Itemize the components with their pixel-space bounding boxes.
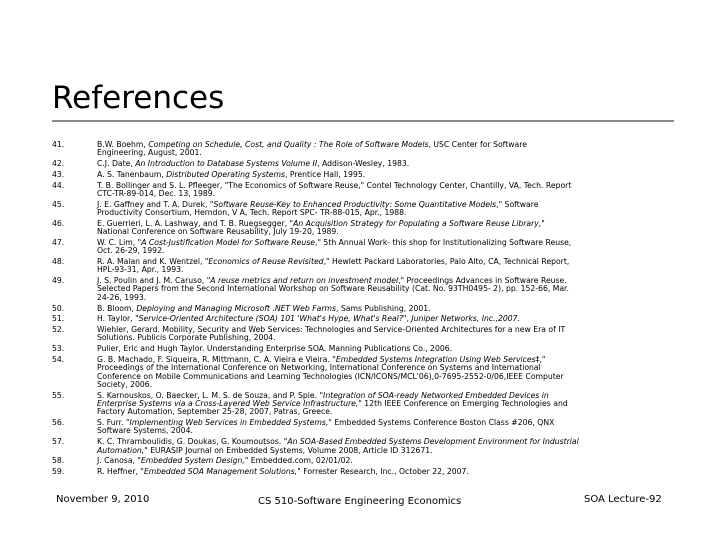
reference-text-segment: " 12th IEEE Conference on Emerging Technologies and Factory Automation, September 25-28, 2007, Patras, Greece. xyxy=(97,399,568,417)
reference-text xyxy=(97,304,431,313)
reference-title-italic: Embedded SOA Management Solutions, xyxy=(143,467,298,477)
reference-text-segment: " Forrester Research, Inc., October 22, 2007. xyxy=(297,467,469,477)
reference-number: 44. xyxy=(52,180,65,190)
reference-text-segment: " Embedded.com, 02/01/02. xyxy=(244,456,353,466)
reference-text xyxy=(97,170,365,179)
reference-item xyxy=(52,182,674,199)
reference-item xyxy=(52,239,674,256)
reference-text-segment: , Addison-Wesley, 1983. xyxy=(317,159,410,169)
reference-title-italic: Service-Oriented Architecture (SOA) 101 'What's Hype, What's Real? xyxy=(138,314,403,324)
reference-number: 46. xyxy=(52,218,65,228)
reference-number: 58. xyxy=(52,456,65,466)
reference-text-segment: H. Taylor, " xyxy=(97,314,139,324)
reference-title-italic: An Acquisition Strategy for Populating a Software Reuse Library xyxy=(293,218,539,228)
reference-number: 43. xyxy=(52,169,65,179)
reference-text-segment: B. Bloom, xyxy=(97,303,137,313)
reference-item xyxy=(52,326,674,343)
reference-number: 53. xyxy=(52,344,65,354)
reference-title-italic: Deploying and Managing Microsoft .NET Web Farms xyxy=(136,303,337,313)
reference-text-segment: W. C. Lim, " xyxy=(97,237,142,247)
reference-title-italic: Distributed Operating Systems xyxy=(166,169,285,179)
reference-text xyxy=(97,257,569,274)
reference-item xyxy=(52,258,674,275)
reference-text-segment: , USC Center for Software Engineering, August, 2001. xyxy=(97,140,527,158)
reference-item xyxy=(52,438,674,455)
reference-text-segment: S. Karnouskos, O. Baecker, L. M. S. de Souza, and P. Spie. " xyxy=(97,390,324,400)
reference-text xyxy=(97,467,469,476)
reference-item xyxy=(52,141,674,158)
reference-text-segment: Wiehler, Gerard. Mobility, Security and Web Services: Technologies and Service-Oriented Architectures for a new Era of IT Solutions. Publicis Corporate Publishing, 2004. xyxy=(97,325,566,343)
reference-text-segment: , Prentice Hall, 1995. xyxy=(284,169,366,179)
reference-text xyxy=(97,140,527,157)
reference-text-segment: Pulier, Eric and Hugh Taylor. Understanding Enterprise SOA. Manning Publications Co., 2006. xyxy=(97,344,453,354)
reference-item xyxy=(52,160,674,168)
reference-number: 56. xyxy=(52,418,65,428)
reference-title-italic: Competing on Schedule, Cost, and Quality : The Role of Software Models xyxy=(148,140,429,149)
reference-number: 49. xyxy=(52,276,65,286)
reference-text xyxy=(97,276,569,302)
reference-text-segment: J. S. Poulin and J. M. Caruso, " xyxy=(97,276,211,286)
reference-text-segment: K. C. Thramboulidis, G. Doukas, G. Koumoutsos. " xyxy=(97,437,288,447)
reference-text-segment: " EURASIP Journal on Embedded Systems, Volume 2008, Article ID 312671. xyxy=(144,445,433,455)
reference-text xyxy=(97,219,545,236)
reference-title-italic: An SOA-Based Embedded Systems Development Environment for Industrial Automation, xyxy=(97,437,579,455)
reference-text xyxy=(97,456,353,465)
reference-text-segment: T. B. Bollinger and S. L. Pfleeger, "The Economics of Software Reuse," Contel Technology Center, Chantilly, VA, Tech. Report CTC-TR-89-014, Dec. 13, 1989. xyxy=(97,180,572,198)
reference-text-segment: ", xyxy=(402,314,412,324)
reference-title-italic: Integration of SOA-ready Networked Embedded Devices in Enterprise Systems via a Cross-Layered Web Service Infrastructure, xyxy=(97,390,549,409)
reference-item xyxy=(52,457,674,465)
reference-item xyxy=(52,356,674,389)
reference-text xyxy=(97,238,571,255)
reference-item xyxy=(52,171,674,179)
slide-title: References xyxy=(52,80,225,116)
reference-item xyxy=(52,305,674,313)
reference-number: 55. xyxy=(52,390,65,400)
reference-number: 42. xyxy=(52,159,65,169)
reference-list xyxy=(52,141,674,479)
reference-number: 41. xyxy=(52,140,65,149)
title-divider xyxy=(52,120,674,122)
footer-slide-number: SOA Lecture-92 xyxy=(584,494,662,505)
reference-text-segment: ," 5th Annual Work- this shop for Institutionalizing Software Reuse, Oct. 26-29, 1992. xyxy=(97,237,572,256)
reference-text xyxy=(97,200,538,217)
reference-number: 57. xyxy=(52,437,65,447)
reference-text-segment: " Embedded Systems Conference Boston Class #206, QNX Software Systems, 2004. xyxy=(97,418,555,436)
reference-text-segment: C.J. Date, xyxy=(97,159,136,169)
reference-title-italic: Software Reuse-Key to Enhanced Productivity: Some Quantitative Models xyxy=(213,199,497,209)
reference-text xyxy=(97,418,554,435)
reference-text xyxy=(97,344,452,353)
reference-text xyxy=(97,325,565,342)
reference-title-italic: An Introduction to Database Systems Volume II xyxy=(135,159,318,169)
reference-text-segment: ," National Conference on Software Reusability, July 19-20, 1989. xyxy=(97,218,545,237)
reference-text-segment: A. S. Tanenbaum, xyxy=(97,169,167,179)
reference-item xyxy=(52,220,674,237)
reference-item xyxy=(52,419,674,436)
reference-title-italic: Embedded Systems Integration Using Web Services xyxy=(335,355,536,365)
reference-number: 51. xyxy=(52,314,65,324)
reference-text xyxy=(97,181,571,198)
reference-text-segment: S. Furr. " xyxy=(97,418,130,428)
reference-text-segment: G. B. Machado, F. Siqueira, R. Mittmann, C. A. Vieira e Vieira. " xyxy=(97,355,336,365)
footer-date: November 9, 2010 xyxy=(56,494,150,505)
reference-item xyxy=(52,468,674,476)
reference-title-italic: Implementing Web Services in Embedded Systems, xyxy=(129,418,329,428)
reference-title-italic: Economics of Reuse Revisited xyxy=(208,257,324,267)
reference-text xyxy=(97,391,568,417)
reference-title-italic: Juniper Networks, Inc.,2007. xyxy=(411,314,520,324)
reference-text xyxy=(97,437,579,454)
reference-number: 50. xyxy=(52,303,65,313)
reference-item xyxy=(52,315,674,323)
reference-number: 52. xyxy=(52,325,65,335)
reference-text-segment: ," Proceedings Advances in Software Reuse. Selected Papers from the Second International Workshop on Software Reusability (Cat. No. 93TH0495- 2), pp. 152-66, Mar. 24-26, 1993. xyxy=(97,276,569,302)
reference-text-segment: ," Software Productivity Consortium, Herndon, V A, Tech. Report SPC- TR-88-015, Apr., 1988. xyxy=(97,199,539,218)
reference-text-segment: B.W. Boehm, xyxy=(97,140,149,149)
reference-item xyxy=(52,201,674,218)
reference-text-segment: J. E. Gaffney and T. A. Durek, " xyxy=(97,199,214,209)
reference-text xyxy=(97,159,409,168)
reference-title-italic: A reuse metrics and return on investment model xyxy=(210,276,399,286)
reference-text-segment: ‡," Proceedings of the International Conference on Networking, International Conference on Systems and International Conference on Mobile Communications and Learning Technologies (ICN/ICONS/MCL'06),0-7695-2552-0/06,IEEE Computer Society, 2006. xyxy=(97,355,564,389)
reference-text xyxy=(97,314,520,323)
reference-number: 47. xyxy=(52,237,65,247)
reference-number: 48. xyxy=(52,257,65,267)
reference-title-italic: A Cost-Justification Model for Software Reuse xyxy=(141,237,315,247)
reference-text-segment: ," Hewlett Packard Laboratories, Palo Alto, CA, Technical Report, HPL-93-31, Apr., 1993. xyxy=(97,257,570,275)
reference-number: 54. xyxy=(52,355,65,365)
reference-text-segment: R. A. Malan and K. Wentzel, " xyxy=(97,257,209,267)
reference-text-segment: J. Canosa, " xyxy=(97,456,141,466)
reference-text xyxy=(97,355,564,389)
reference-number: 59. xyxy=(52,467,65,477)
reference-number: 45. xyxy=(52,199,65,209)
reference-text-segment: E. Guerrieri, L. A. Lashway, and T. B. Ruegsegger, " xyxy=(97,218,294,228)
reference-text-segment: R. Heffner, " xyxy=(97,467,144,477)
reference-text-segment: , Sams Publishing, 2001. xyxy=(336,303,431,313)
reference-item xyxy=(52,277,674,302)
reference-item xyxy=(52,392,674,417)
footer-course: CS 510-Software Engineering Economics xyxy=(258,496,462,507)
reference-item xyxy=(52,345,674,353)
reference-title-italic: Embedded System Design, xyxy=(140,456,245,466)
